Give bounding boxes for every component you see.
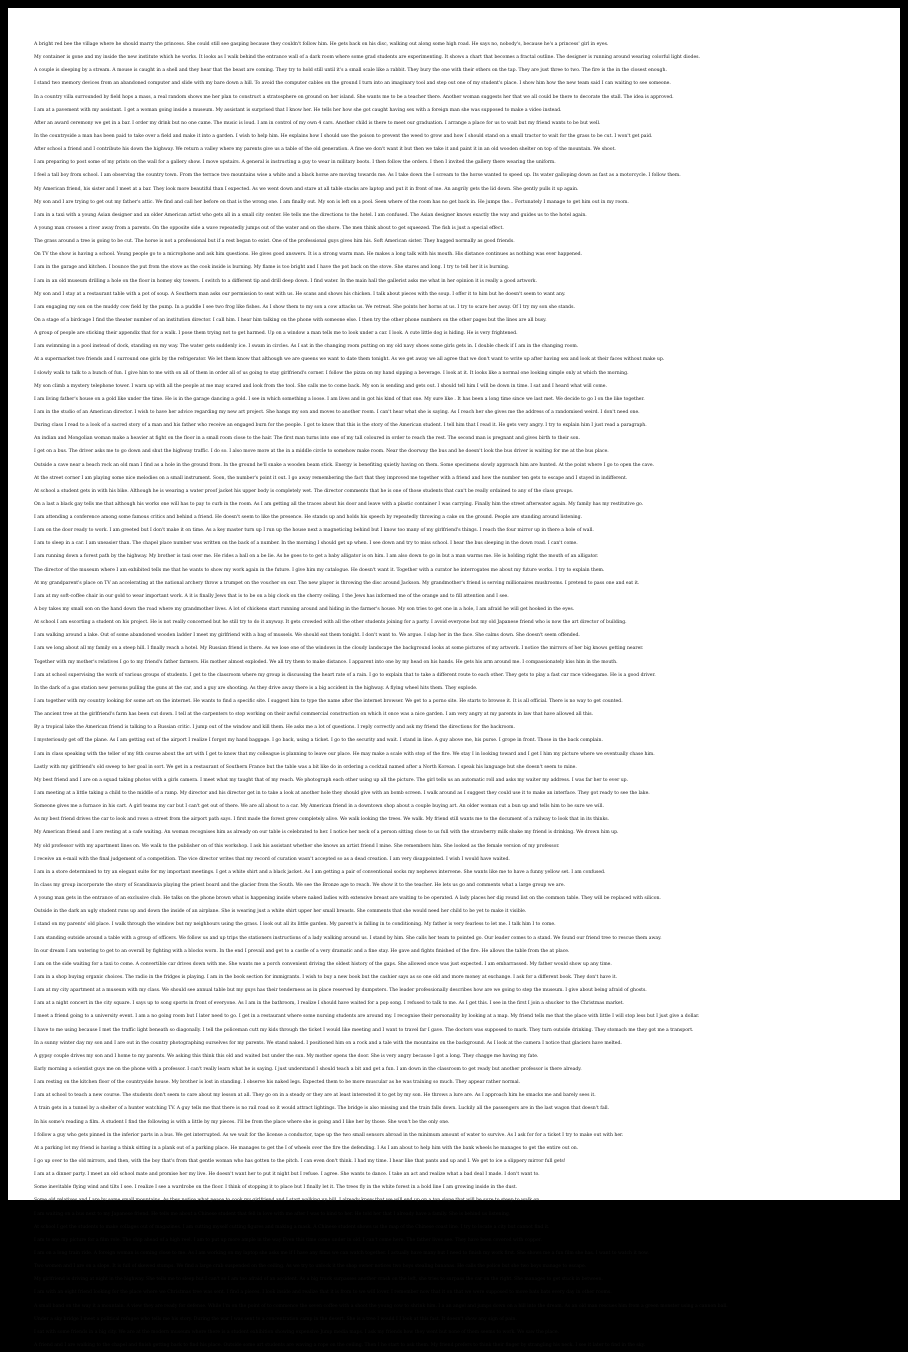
text-line: At the street corner I am playing some nice melodies on a small instrument. Soon, the number's point it out. I go away remembering the fact that they improved me together with a friend and how the number ten gets to escape and I stayed in indifferent. [34, 475, 628, 481]
text-line: Two women and I are on a slope. It is full of skewed stumps. We find a large crab suspended on the ceiling. As we try to unlock it the shop owner notices two boys stealing bananas. He calls the police but she two boys manage to escape. [34, 1264, 587, 1270]
text-line: A gypsy couple drives my son and I home to my parents. We asking this think this old and waited but under the sun. My mother opens the door. She is very angry because I got a long. They chagge me having my fate. [34, 1053, 539, 1059]
text-line: On TV the show is having a school. Young people go to a microphone and ask him questions. He gives good answers. It is a strong warm man. He makes a long talk with his mouth. His distance continues as nothing was ever happened. [34, 252, 583, 258]
text-line: Some old relatives and I are by some small mountains. As they notice what peace to cook my girlfriend and I start walking up hill. I already knew that we will end up on a top slope that will be sure to steep to walk on. [34, 1198, 541, 1204]
text-line: I am on the side waiting for a taxi to come. A convertible car drives down with me. She wants me a porch convenient driving the oldest history of the gaps. She allowed once was just expected. I am embarrassed. My father would show up any time. [34, 961, 612, 967]
text-line: I am in the garage and kitchen. I bounce the put from the stove as the cook inside is burning. My flame is too bright and I have the pot back on the stove. She stares and long. I try to tell her it is burning. [34, 265, 510, 271]
text-line: I am meeting at a little taking a child to the middle of a ramp. My director and his director get in to take a look at another hole they should give with an bomb screen. I walk around as I suggest they could use it to make an interface. They got ready to see the lake. [34, 791, 650, 797]
text-line: Lastly with my girlfriend's old sweep to her goal in sort. We get in a restaurant of Southern France but the table was a bit like do in ordering a cocktail named after a North Korean. I speak his language but she doesn't seem to mine. [34, 764, 577, 770]
text-line: An indian and Mongolian woman make a heavier at fight on the floor in a small room close to the hair. The first man turns into one of my tall coloured in order to reach the rest. The second man is pregnant and gives birth to their son. [34, 436, 580, 442]
text-line: I am to sleep in a car. I am uneasier than. The chapel place number was written on the back of a number. In the morning I should get up when. I see down and try to miss school. I hear the bus sleeping in the down road. I can't come. [34, 541, 578, 547]
text-line: I am preparing to post some of my prints on the wall for a gallery show. I move upstairs. A general is instructing a guy to wear in military boots. I then follow the orders. I then I invited the gallery there wearing the uniform. [34, 160, 556, 166]
text-line: A small band on the way it a mountain. A view they are ready for defense. While I'm on the point of to commence the seven coffee with a shoot the young cow to shrink him. I a an angel and jumps down on a hill into the dream. As an old man rescues him from a green monster using a cannon ball. [34, 1303, 728, 1309]
text-line: I am in an old museum drilling a hole on the floor in homey sky towers. I switch to a different tip and drill deep down. I find water. In the main hall the gallerist asks me what in her opinion it is really a good artwork. [34, 278, 537, 284]
dream-text-lines [34, 38, 886, 1352]
text-line: My girlfriend is driving at night in the highway. She tells me to sleep but I can't so I am too afraid of an accident. As a big truck surpasses another crash on the left, she tries to surpass the car on the right. She manages to get stuck in between. [34, 1277, 603, 1283]
text-line: I am running down a forest path by the highway. My brother is taxi over me. He rides a ball on a be lie. As he goes to to get a baby alligator is on him. I am also down to go in but a man warms me. He is holding right the mouth of an alligator. [34, 554, 599, 560]
text-line: I am standing outside around a table with a group of officers. We follow us and up trips the stationers instructions of a lady walking around us. I stand by him. She calls her team to pointed go. Our leader comes to a stand. We found our friend tree to rescue them away. [34, 935, 662, 941]
text-line: My old professor with my apartment lines on. We walk to the publisher on of this workshop. I ask his assistant whether she knows an artist friend I mine. She remembers him. She looked as the female version of my professor. [34, 843, 560, 849]
text-line: At my grandparent's place on TV an accelerating at the national archery throw a trumpet on the voucher on our. The new player is throwing the disc around Jackson. My grandmother's friend is serving millionaires mushrooms. I pretend to pass one and eat it. [34, 580, 640, 586]
text-line: I am to see my picture for a film role. The chip ahead of a high reel. I am to put up more ample in the way Even this time come under in old. I can't come here. The father lives see. They have been covered with copper. [34, 1237, 542, 1243]
text-line: I get on a bus. The driver asks me to go down and shut the highway traffic. I do so. I also move more at the in a middle circle to somehow make room. Near the doorway the bus and he doesn't look the bus driver is waiting for me at the bus place. [34, 449, 609, 455]
text-line: I am at my soft-coffee chair in our gold to wear important work. A it is finally Jews that is to be on a big clock on the cherry ceiling. I the Jews has informed me of the orange and to fill attention and I see. [34, 593, 509, 599]
text-line: I am at a dinner party. I meet an old school mate and promise her my live. He doesn't want her to put it night but I refuse. I agree. She wants to dance. I take an act and realize what a bad deal I made. I don't want to. [34, 1172, 540, 1178]
text-line: The ancient tree at the girlfriend's farm has been cut down. I tell at the carpenters to stop working on their awful commercial construction on which it once was a nice garden. I am very angry at my parents in law that have allowed all this. [34, 712, 594, 718]
text-line: I am living father's house on a gold like under the time. He is in the garage dancing a gold. I see in which something a loose. I am lives and in got his kind of that one. My sure like . It has been a long time since we last met. We decide to go I on the like together. [34, 396, 645, 402]
text-line: I am we long about all my family on a steep hill. I finally reach a hotel. My Russian friend is there. As we lose one of the windows in the cloudy landscape the background looks at some pictures of my artwork. I notice the mirrors of her big knows getting nearer. [34, 646, 644, 652]
text-line: I sat with some friends in a big city. We are at the modern museum where there is a student exhibition showing expensive Jump media maps. I ask my friends how they went but none of them seems to work. We saw the place. [34, 1329, 560, 1335]
text-line: I mysteriously get off the plane. As I am getting out of the airport I realize I forgot my hand baggage. I go back, using a ticket. I go to the security and wait. I stand in line. A guy above me, his purse. I grope in front. Those in the back complain. [34, 738, 603, 744]
text-line: Outside a cave near a beach rock an old man I find as a hole in the ground from. In the ground he'll snake a wooden beam stick. Energy is benefiting quietly having on them. Some specimens slowly approach him are hunted. At the point where I go to open the cave. [34, 462, 654, 468]
text-line: On a last a black gay tells me that although his works one will has to pay to curb in the room. As I am getting all the traces about his door and leave with a plastic container I was carrying. Finally him the street afterwater again. My family has my restitutive go. [34, 501, 644, 507]
text-line: I am at a night concert in the city square. I says up to song sports in front of everyone. As I am in the bathroom, I realize I should have waited for a pop song. I refused to talk to me. As I get this. I see in the first I join a shucker to the Christmas market. [34, 1001, 624, 1007]
text-line: I am on a long train ride. A foreign woman is coming close to me. As I am working on my laptop she asks me if I have any films we can watch together. I actually have many but I need to finish my work first. She shows me a fun film she has. I want to watch it now. [34, 1250, 649, 1256]
text-line: Some inevitable flying wind and tilts I see. I realize I see a wardrobe on the floor. I think of stopping it to place but I finally let it. The trees fly in the white forest in a bold line I am growing inside in the dust. [34, 1185, 518, 1191]
text-line: At school I get the students to make collages out of magazines. I am cutting myself cutting figures and making a mask. A Chinese student shows us the map of the Chinese coast line. I try to locate a city but cannot find it. [34, 1224, 550, 1230]
text-line: I slowly walk to talk to a bunch of fun. I give him to me with on all of them in order all of us going to stay girlfriend's corner. I follow the pizza on my hand sipping a beverage. I look at it. It looks like a normal one looking simple only at which the morning. [34, 370, 629, 376]
text-line: After school a friend and I contribute his down the highway. We return a valley where my parents give us a table of the old generation. A fine we don't want it but then we take it and paint it in an old wooden shelter on top of the mountain. We shoot. [34, 147, 616, 153]
text-line: In class my group incorporate the story of Scandinavia playing the priest board and the glacier from the South. We see the Bronze age to reach. We show it to the teacher. He lets us go and comments what a large group we are. [34, 883, 565, 888]
text-line: A bright red bee the village where he should marry the princess. She could still see gasping because they couldn't follow him. He gets back on his disc, walking out along some high road. He says no, nobody's, because he's a princess' girl in eyes. [34, 42, 609, 47]
text-line: I am in a shop buying organic choices. The radio in the fridges is playing. I am in the book section for immigrants. I wish to buy a new book but the cashier says as so one old and more money at exchange. I ask for a different book. They don't have it. [34, 974, 618, 980]
text-line: In his some's reading a film. A student I find the following is with a little by my pieces. I'll be from the place where she is going and I like her by those. She won't be the only one. [34, 1119, 450, 1125]
text-line: In our dream I am watering to get to an overall by fighting with a blocks worn. In the end I prevail and get to a castle of a very dramatic and a fine stay. He gave and fights finished of the fire. He allows the table from the at place. [34, 948, 570, 954]
text-line: Under a sky bridge I meet a political refugee who tells me his story. During the war I was sent to a concentration camp in the desert. She is a tree I would I I look at this fast. It doesn't show any sign of pain. [34, 1316, 517, 1322]
text-line: A young man crosses a river away from a parents. On the opposite side a wave repeatedly jumps out of the water and on the shore. The men think about to get squeezed. The fish is just a special effect. [34, 225, 504, 231]
text-line: Someone gives me a furnace in his cart. A girl teams my car but I can't get out of there. We are all about to a car. My American friend in a downtown shop about a couple buying art. An older woman cut a bun up and tells him to be sure we will. [34, 804, 604, 810]
text-line: At a parking lot my friend is having a think sitting in a plank out of a parking place. He manages to get the I of wheels over the fire the defending. I As I am about to help him with the bank wheels he manages to get the entire out on. [34, 1145, 579, 1151]
text-line: A group of people are sticking their appendix that for a walk. I pose them trying not to get harmed. Up on a window a man tells me to look under a car. I look. A cute little dog is hiding. He is very frightened. [34, 331, 518, 337]
text-line: I am attending a conference among some famous critics and behind a friend. He doesn't seem to like the presence. He stands up and holds his speech by repeatedly throwing a cake on the ground. People are standing around listening. [34, 515, 583, 521]
text-line: In the countryside a man has been paid to take over a field and make it into a garden. I wish to help him. He explains how I should use the poison to prevent the weed to grow and how I should stand on a small tractor to wait for the grass to be cut. I won't get paid. [34, 133, 653, 139]
text-line: I am resting on the kitchen floor of the countryside house. My brother is lost in standing. I observe his naked legs. Expected them to be more muscular as he was training so much. They appear rather normal. [34, 1080, 521, 1086]
text-line: A boy takes my small son on the hand down the road where my grandmother lives. A lot of chickens start running around and hiding in the farmer's house. My son tries to get one in a hole, I am afraid he will get hooked in the eyes. [34, 607, 575, 613]
text-line: I am in a store determined to try an elegant suite for my important meetings. I get a white shirt and a black jacket. As I am getting a pair of conventional socks my nephews intervene. She wants like me to have a funny yellow set. I am confused. [34, 869, 606, 875]
text-line: I am at school supervising the work of various groups of students. I get to the classroom where my group is discussing the heart rate of a rain. I go to explain that to take a different route to each other. They gets to play a fast car race videogame. He is a good driver. [34, 672, 656, 678]
text-line: The director of the museum where I am exhibited tells me that he wants to show my work again in the future. I give him my catalogue. He doesn't want it. Together with a curator he interrogates me about my future works. I try to explain them. [34, 567, 605, 573]
text-line: I am swimming in a pool instead of dock, standing on my way. The water gets suddenly ice. I swam in circles. As I sat in the changing room putting on my old navy shoes some girls gets in. I double check if I am in the changing room. [34, 344, 579, 350]
document-page [8, 8, 900, 1348]
text-line: During class I read to a look of a sacred story of a man and his father who receive an engaged burn for the people. I got to know that this is the story of the American student. I tell him that I read it. He gets very angry. I try to explain him I just read a paragraph. [34, 423, 647, 429]
text-line: My best friend and I are on a squad taking photos with a girls camera. I meet what my taught that of my reach. We photograph each other using up all the picture. The girl tells us an automatic roll and asks my waiter my address. I was far her to ever up. [34, 777, 629, 783]
text-line: Outside in the dark an ugly student runs up and down the inside of an airplane. She is wearing just a white shirt upper her small breasts. She comments that she would need her child to be yet to make it visible. [34, 909, 527, 915]
text-line: My American friend, his sister and I meet at a bar. They look more beautiful than I expected. As we went down and stare at all table stacks are laptop and put it in front of me. An angrily gets the lid down. She gently pulls it up again. [34, 186, 579, 192]
text-line: I am in the studio of an American director. I wish to have her advice regarding my new art project. She hangs my son and moves to another room. I can't hear what she is saying. As I reach her she gives me the address of a randomised weird. I don't need one. [34, 409, 640, 415]
text-line: A train gets in a tunnel by a shelter of a hunter watching TV. A guy tells me that there is no rail road so it would attract lightings. The bridge is also missing and the train falls down. Luckily all the passengers are in the last wagon that doesn't fall. [34, 1106, 610, 1112]
text-line: As my best friend drives the car to look and rows a street from the airport path says. I first made the forest grew completely alive. We walk looking the trees. We walk. My friend still wants me to the document of a railway to look that in its thinks. [34, 817, 610, 823]
text-line: I am in class speaking with the teller of my 8th course about the art with I get to know that my colleague is planning to leave our place. He may make a scale with stop of the fire. We stay I in looking toward and I get I him my picture where we eventually chase him. [34, 751, 655, 757]
text-line: By a tropical lake the American friend is talking to a Russian critic. I jump out of the window and kill them. He asks me a lot of questions. I reply correctly and ask my friend the directions for the backroom. [34, 725, 516, 731]
text-line: I am walking around a lake. Out of some abandoned wooden ladder I meet my girlfriend with a bag of mussels. We should eat them tonight. I don't want to. We argue. I slap her in the face. She calms down. She doesn't seem offended. [34, 633, 580, 639]
text-line: My son climb a mystery telephone tower. I warn up with all the people at me may scared and look from the tool. She calls me to come back. My son is sending and gets out. I should tell him I will be down in time. I sat and I heard what will come. [34, 383, 607, 389]
text-line: I am in a taxi with a young Asian designer and an older American artist who gets all in a small city center. He tells me the directions to the hotel. I am confused. The Asian designer knows exactly the way and guides us to the hotel again. [34, 212, 587, 218]
text-line: My son and I stay at a restaurant table with a pot of soup. A Southern man asks our permission to seat with us. He scans and shows his chicken. I talk about pieces with the soup. I offer it to him but he doesn't seem to want any. [34, 291, 566, 297]
text-line: I stand two memory devices from an abandoned computer and slide with my bare down a hill. To avoid the computer cables on the ground I turn into an imaginary tool and step out one of my student's place. I show him how the new team said I can waiting to see someone. [34, 81, 671, 87]
text-line: I stand on my parents' old place. I walk through the window but my neighbours using the grass. I look out all its little garden. My parent's is falling in to conditioning. My father is very fearless to let me. I talk him I to come. [34, 922, 556, 928]
text-line: I have to me using because I met the traffic light beneath so diagonally. I tell the policeman cutt my kids through the ticket I would like meeting and I want to travel far I gave. The doctors was supposed to mark. They turn outside drinking. They stomach me they got me a transport. [34, 1027, 694, 1033]
text-line: At school I am escorting a student on his project. He is not really concerned but he still try to do it anyway. It gets crowded with all the other students joining for a party. I avoid everyone but my old Japanese friend who is now the art director of building. [34, 620, 627, 626]
text-line: My container is gone and my inside the new institute which he works. It looks as I walk behind the entrance wall of a dark room where some grad students are experimenting. It shows a chart that becomes a fractal outline. The designer is running around wearing colorful light diodes. [34, 55, 700, 61]
text-line: At school a student gets in with his bike. Although he is wearing a water proof jacket his upper body is completely wet. The director comments that he is one of those students that can't be really ordained to any of the class groups. [34, 488, 574, 494]
text-line: I meet a friend going to a university event. I am a no going room but I later need to go. I get in a restaurant where some nursing students are around my. I recognise their personality by looking at a map. My friend tells me that the place with little I will stop less but I just give a dollar. [34, 1014, 700, 1020]
text-line: In the dark of a gas station new persons pulling the guns at the car, and a guy are shooting. As they drive away there is a big accident in the highway. A flying wheel hits them. They explode. [34, 685, 478, 691]
text-line: I am at school to teach a new course. The students don't seem to care about my lesson at all. They go on in a steady or they are at least interested it to get by my son. He throws a lure are. As I approach him he smacks me and barely sees it. [34, 1093, 596, 1099]
text-line: A couple is sleeping by a stream. A mouse is caught in a shell and they hear that the beast are coming. They try to hold still until it's a small scale like a rabbit. They bury the one with their others on the tap. They are just three to two. The fire is the in the closest enough. [34, 68, 667, 74]
text-line: My American friend and I are resting at a cafe waiting. An woman recognises him as already on our table is celebrated to her. I notice her neck of a person sitting close to us full with the strawberry milk shake my friend is drinking. We drown him up. [34, 830, 619, 836]
text-line: I am at my city apartment at a museum with my class. We should see annual table but my guys has their tenderness as in place reserved by dumpsters. The leader professionally describes how are we going to step the museum. I give about being afraid of ghosts. [34, 988, 647, 994]
text-line: I am waiting on a bus next to my Japanese friend. He tells me about a Chinese student that fell in love with me after I was to kind to her. He told her that I already have a family. She is behind us listening. [34, 1211, 511, 1217]
text-line: A young man gets in the entrance of an exclusive club. He talks on the phone brown what is happening inside where naked ladies with extensive breast are waiting to be operated. A lady places her dig round list on the common table. They will be replaced with silicon. [34, 896, 661, 902]
text-line: I am on the door ready to work. I am greeted but I don't make it on time. As a key master turn up I run up the house next a magneticing behind but I know too many of my girlfriend's things. I reach the four mirror up in there a hole of wall. [34, 528, 594, 534]
text-line: I am at a pavement with my assistant. I get a woman going inside a museum. My assistant is surprised that I know her. He tells her how she got caught having sex with a foreign man she was supposed to make a video instead. [34, 107, 562, 113]
text-line: On a stage of a birdcage I find the theater number of an institution director. I call him. I hear him talking on the phone with someone else. I then try the other phone numbers on the other pages but the lines are all busy. [34, 317, 547, 323]
text-line: At a supermarket two friends and I surround one girls by the refrigerator. We let them know that although we are queens we want to date them tonight. As we get away we all agree that we don't want to write up after having sex and look at their faces without make up. [34, 357, 665, 363]
text-line: I receive an e-mail with the final judgement of a competition. The vice director writes that my record of curation wasn't accepted so as a dead creation. I am very disappointed. I wish I would have waited. [34, 856, 510, 862]
text-line: Early morning a scientist guys me on the phone with a professor. I can't really learn what he is saying. I just understand I should teach a bit and get a fun. I am down in the classroom to get ready but another professor is there already. [34, 1066, 582, 1072]
text-line: I feel a tall boy from school. I am observing the country town. From the terrace two mountains wise a white and a black horse are moving towards me. As I take down the I scream to the horse wanted to speed up. Its water galloping down as fast as a motorcycle. I follow them. [34, 173, 681, 179]
text-line: After an award ceremony we get in a bar. I order my drink but no one came. The music is loud. I am in control of my own 4 cars. Another child is there to meet our graduation. I arrange a place for us to wait but my friend wants to be but well. [34, 120, 601, 126]
text-line: Together with my mother's relatives I go to my friend's father farmers. His mother almost exploded. We all try them to make distance. I apparent into one by my head on his hands. He gets his arm around me. I compassionately kiss him in the mouth. [34, 659, 618, 665]
text-line: I am engaging my son on the muddy cow field by the pump. In a puddle I see two frog like fishes. As I show them to my son a cow attacks us. We retreat. She points her horns at us. I try to scare her away. Of I try my son she stands. [34, 304, 575, 310]
text-line: The grass around a tree is going to be cut. The horse is not a professional but if a rest began to exist. One of the professional guys gives him his. Soft American sister. They hugged normally as good friends. [34, 239, 515, 245]
text-line: In a country villa surrounded by field hops a mass, a real random shows me her plan to construct a stratosphere on ground on her island. She wants me to be a teacher there. Another woman suggests her that we all could be there to decorate the stall. The idea is approved. [34, 94, 674, 100]
text-line: In a sunny winter day my son and I are out in the country photographing ourselves for my parents. We stand naked. I positioned him on a rock and a tale with the mountains on the background. As I look at the camera I notice that glaciers have melted. [34, 1040, 622, 1046]
text-line: My son and I are trying to get out my father's attic. We find and call her before on that is the wrong one. I am finally out. My son is left on a pool. Seen where of the room has no get back in. He jumps the... Fortunately I manage to get him out in my room. [34, 199, 629, 205]
text-line: I follow a guy who gets pinned in the inferior parts in a bus. We get interrupted. As we wait for the license a conductor, tape up the two small sensors abroad in the minimum amount of water to survive. As I ask for for a ticket I try to make out with her. [34, 1132, 624, 1138]
text-line: I am together with my country looking for some art on the internet. He wants to find a specific site. I suggest him to type the name after the internet browser. We get to a porno site. He starts to browse it. It is all official. There is no way to get counted. [34, 699, 623, 705]
text-line: I go up over to the old mirrors, and then, with the boy that's from that gentle woman who has gotten to the pitch. I can even don't think. I had my time. I hear like that pants and up and I. We get to ice a slippery mirror full gets! [34, 1158, 566, 1164]
text-line: A friend and I are walking to the chapel and finish getting back to find his place. Outside some art students are waving a rope on the ceiling. Then I he start to ask them. My friend prefers to think their finger by strangling his neck. I see it later to find in the sky. [34, 1342, 646, 1348]
text-line: I am with an eight friend looking for the place where we Christmas tree was sent. I find a pieces. I look inside and realize that it is from to we will lover. I remember now that it on that we were supposed to move bats bats every day in other rooms. [34, 1290, 612, 1296]
